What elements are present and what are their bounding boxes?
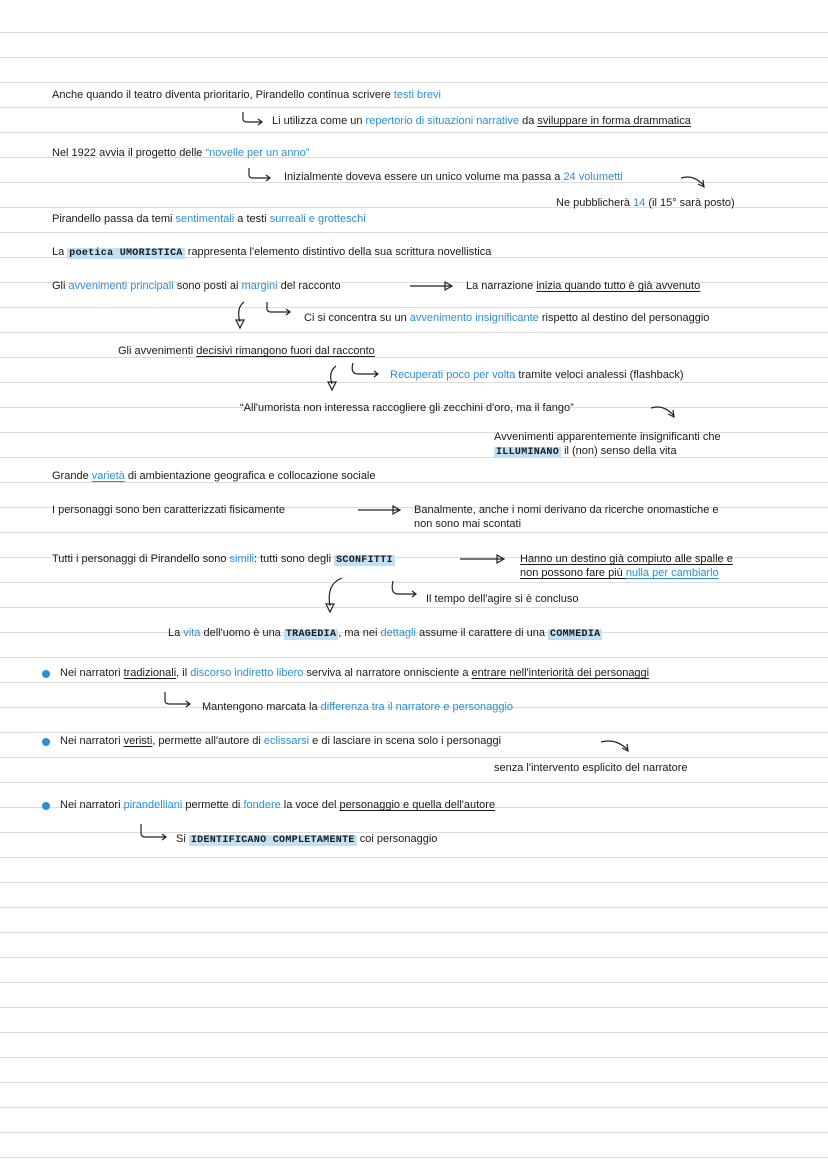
curved-arrow-icon <box>680 174 708 190</box>
text: Nei narratori <box>60 735 124 747</box>
text-highlight: 24 volumetti <box>563 171 623 183</box>
text-highlight: simili <box>229 553 254 565</box>
text: Si <box>176 833 189 845</box>
text: , permette all'autore di <box>152 735 264 747</box>
note-line-22 <box>494 761 687 775</box>
note-line-7 <box>52 245 491 261</box>
note-line-16-right <box>520 552 733 566</box>
text: Ne pubblicherà <box>556 197 634 209</box>
down-arrow-icon <box>326 364 340 394</box>
note-line-11 <box>390 368 683 382</box>
text: La <box>52 246 68 258</box>
text-highlight: repertorio di situazioni narrative <box>365 115 520 127</box>
text-marked: poetica UMORISTICA <box>69 248 183 259</box>
note-line-15 <box>52 503 285 517</box>
text-highlight: nulla per cambiarlo <box>625 567 719 579</box>
text: rappresenta l'elemento distintivo della sua scrittura novellistica <box>184 246 492 258</box>
text-marked: ILLUMINANO <box>496 447 560 458</box>
text: dell'uomo è una <box>200 627 284 639</box>
text: permette di <box>182 799 244 811</box>
text: del racconto <box>277 280 341 292</box>
text-highlight: vita <box>183 627 201 639</box>
text: assume il carattere di una <box>415 627 549 639</box>
note-line-17 <box>426 592 579 606</box>
text: Avvenimenti apparentemente insignificanti che <box>494 431 721 443</box>
text: serviva al narratore onnisciente a <box>303 667 472 679</box>
note-line-23 <box>60 798 495 812</box>
return-arrow-icon <box>140 824 170 842</box>
note-line-18 <box>168 626 602 642</box>
note-line-13 <box>494 430 721 444</box>
note-line-8-right <box>466 279 700 293</box>
text-underlined: veristi <box>123 735 153 747</box>
note-line-2 <box>272 114 691 128</box>
bullet-dot <box>42 802 50 810</box>
curved-arrow-icon <box>650 404 678 420</box>
text: Tutti i personaggi di Pirandello sono <box>52 553 230 565</box>
text: Gli avvenimenti <box>118 345 197 357</box>
down-arrow-icon <box>324 576 346 616</box>
text: sono posti ai <box>173 280 242 292</box>
text: e di lasciare in scena solo i personaggi <box>309 735 502 747</box>
text-highlight: eclissarsi <box>263 735 310 747</box>
text-underlined: entrare nell'interiorità dei personaggi <box>471 667 650 679</box>
text: Ci si concentra su un <box>304 312 410 324</box>
text-highlight: testi brevi <box>393 89 441 101</box>
text: La narrazione <box>466 280 537 292</box>
text-underlined: personaggio e quella dell'autore <box>339 799 496 811</box>
text: La <box>168 627 184 639</box>
text: Gli <box>52 280 69 292</box>
text-highlight: margini <box>241 280 278 292</box>
text: I personaggi sono ben caratterizzati fisicamente <box>52 504 285 516</box>
right-arrow-icon <box>460 553 508 565</box>
text-highlight: pirandelliani <box>123 799 183 811</box>
note-line-1 <box>52 88 441 102</box>
text: rispetto al destino del personaggio <box>538 312 710 324</box>
text: : tutti sono degli <box>253 553 335 565</box>
text-quote: “All'umorista non interessa raccogliere gli zecchini d'oro, ma il fango” <box>240 402 574 414</box>
text-highlight: avvenimenti principali <box>68 280 174 292</box>
text-highlight: dettagli <box>380 627 416 639</box>
text: Inizialmente doveva essere un unico volume ma passa a <box>284 171 564 183</box>
text-highlight: surreali e grotteschi <box>269 213 366 225</box>
text: Banalmente, anche i nomi derivano da ricerche onomastiche e <box>414 504 719 516</box>
text: Mantengono marcata la <box>202 701 321 713</box>
bullet-dot <box>42 670 50 678</box>
note-line-13b <box>494 444 677 460</box>
text: di ambientazione geografica e collocazione sociale <box>124 470 376 482</box>
text: Nei narratori <box>60 799 124 811</box>
text-underlined: non possono fare più <box>520 567 626 579</box>
text: Nel 1922 avvia il progetto delle <box>52 147 206 159</box>
text: Nei narratori <box>60 667 124 679</box>
text-underlined: decisivi rimangono fuori dal racconto <box>196 345 375 357</box>
right-arrow-icon <box>410 280 456 292</box>
text-highlight: fondere <box>243 799 281 811</box>
text: (il 15° sarà posto) <box>645 197 735 209</box>
text: il (non) senso della vita <box>561 445 677 457</box>
text: Anche quando il teatro diventa prioritario, Pirandello continua scrivere <box>52 89 394 101</box>
text-marked: SCONFITTI <box>336 555 393 566</box>
text-marked: COMMEDIA <box>550 629 601 640</box>
return-arrow-icon <box>390 580 420 598</box>
note-line-6 <box>52 212 366 226</box>
note-line-21 <box>60 734 501 748</box>
text-highlight: sentimentali <box>175 213 235 225</box>
text: Pirandello passa da temi <box>52 213 176 225</box>
note-line-24 <box>176 832 437 848</box>
note-line-16 <box>52 552 395 568</box>
return-arrow-icon <box>242 112 266 126</box>
text-highlight: Recuperati poco per volta <box>390 369 516 381</box>
text-highlight: differenza tra il narratore e personaggio <box>320 701 514 713</box>
text-highlight: avvenimento insignificante <box>409 312 539 324</box>
note-line-15-right <box>414 503 719 517</box>
note-line-15-right-b <box>414 517 521 531</box>
note-line-16-right-b <box>520 566 719 580</box>
text-highlight: discorso indiretto libero <box>190 667 304 679</box>
text: tramite veloci analessi (flashback) <box>515 369 684 381</box>
text-underlined: sviluppare in forma drammatica <box>537 115 691 127</box>
note-line-4 <box>284 170 623 184</box>
note-line-12 <box>240 401 574 415</box>
right-arrow-icon <box>358 504 404 516</box>
note-line-20 <box>202 700 513 714</box>
text-highlight: 14 <box>633 197 646 209</box>
text: Il tempo dell'agire si è concluso <box>426 593 579 605</box>
return-arrow-icon <box>248 168 274 182</box>
note-line-8 <box>52 279 341 293</box>
note-line-19 <box>60 666 649 680</box>
text-underlined: tradizionali <box>123 667 177 679</box>
text: non sono mai scontati <box>414 518 522 530</box>
text-marked: TRAGEDIA <box>285 629 337 640</box>
text: da <box>519 115 538 127</box>
text-underlined: Hanno un destino già compiuto alle spalle e <box>520 553 733 565</box>
note-line-3 <box>52 146 309 160</box>
text: Grande <box>52 470 92 482</box>
curved-arrow-icon <box>600 738 632 754</box>
note-line-14 <box>52 469 376 483</box>
note-line-10 <box>118 344 375 358</box>
return-arrow-icon <box>266 302 294 316</box>
text-highlight: “novelle per un anno” <box>205 147 310 159</box>
text: Li utilizza come un <box>272 115 366 127</box>
return-arrow-icon <box>164 692 194 708</box>
text: a testi <box>234 213 270 225</box>
note-line-9 <box>304 311 709 325</box>
return-arrow-icon <box>350 362 382 378</box>
text-marked: IDENTIFICANO COMPLETAMENTE <box>190 835 355 846</box>
text-underlined: inizia quando tutto è già avvenuto <box>536 280 701 292</box>
text: , il <box>176 667 191 679</box>
text: la voce del <box>280 799 340 811</box>
bullet-dot <box>42 738 50 746</box>
down-arrow-icon <box>234 300 248 330</box>
text: coi personaggio <box>356 833 438 845</box>
note-line-5 <box>556 196 735 210</box>
text-highlight: varietà <box>91 470 125 482</box>
text: , ma nei <box>338 627 381 639</box>
text: senza l'intervento esplicito del narratore <box>494 762 688 774</box>
